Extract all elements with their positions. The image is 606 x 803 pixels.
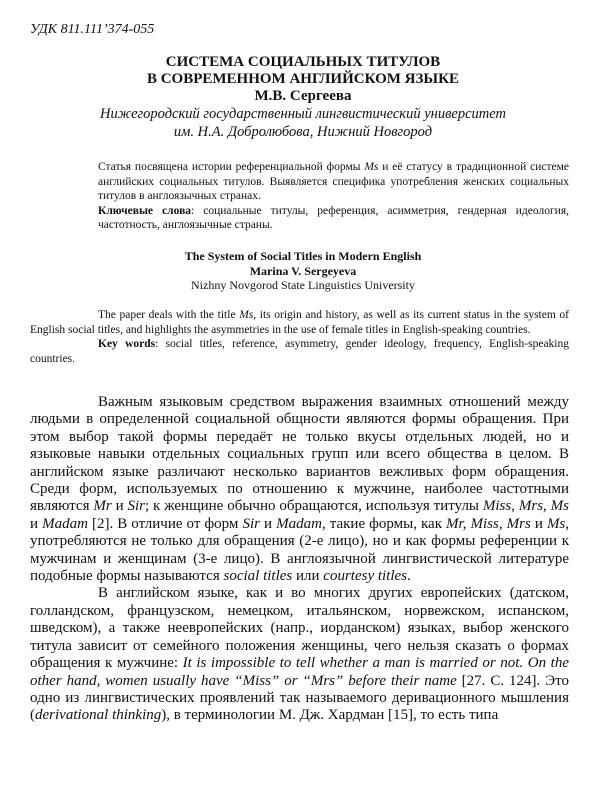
author-name: М.В. Сергеева xyxy=(254,88,352,104)
body-paragraph-1 xyxy=(30,394,569,585)
english-quote: It is impossible to tell whether a man is married or not. On the other hand, women usually have “Miss” or “Mrs” before their name xyxy=(30,655,569,689)
english-affiliation: Nizhny Novgorod State Linguistics University xyxy=(191,278,415,292)
udk-code: УДК 811.111’374-055 xyxy=(30,22,155,37)
abstract-en xyxy=(30,308,569,366)
abstract-ru-text xyxy=(98,160,569,204)
keywords-label-en: Key words xyxy=(98,338,156,351)
abstract-en-ms: Ms, xyxy=(239,309,257,321)
body-text-run: В английском языке, как и во многих других европейских (датском, голландском, французском, немецком, итальянском, норвежском, испанском, шведском), а также неевропейских (напр., иорданском) языках, выбор женского титула зависит от семейного положения женщины, чего нельзя сказать о формах обращения к мужчине: xyxy=(30,585,569,672)
body-text-run: , употребляются не только для обращения (2-е лицо), но и как формы референции к мужчинам и женщинам (3-е лицо). В англоязычной лингвистической литературе подобные формы называются xyxy=(30,515,570,585)
keywords-en: : social titles, reference, asymmetry, gender ideology, frequency, English-speaking countries. xyxy=(30,338,569,365)
title-sir: Sir xyxy=(242,515,260,532)
affiliation-line-1: Нижегородский государственный лингвистический университет xyxy=(100,106,506,122)
english-title: The System of Social Titles in Modern English xyxy=(184,249,422,263)
abstract-ru-part: и её статусу в традиционной системе английских социальных титулов. Выявляется специфика употребления женских социальных титулов в англоязычных странах. xyxy=(98,161,569,203)
abstract-ru-ms: Ms xyxy=(364,161,379,173)
abstract-en-text xyxy=(30,308,569,337)
body-text-run: и xyxy=(111,498,128,515)
body-text xyxy=(30,394,569,725)
term-courtesy-titles: courtesy titles xyxy=(323,568,408,585)
abstract-ru-keywords xyxy=(98,204,569,233)
referential-titles: Mr, Miss, Mrs xyxy=(446,515,531,532)
affiliation-line-2: им. Н.А. Добролюбова, Нижний Новгород xyxy=(173,124,433,140)
title-line-2: В СОВРЕМЕННОМ АНГЛИЙСКОМ ЯЗЫКЕ xyxy=(146,71,460,87)
body-text-run: или xyxy=(292,568,324,585)
body-text-run: [27. С. 124]. Это одно из лингвистических проявлений так называемого деривационного мышления ( xyxy=(30,672,569,724)
paper-header xyxy=(60,54,546,141)
term-social-titles: social titles xyxy=(223,568,293,585)
title-line-1: СИСТЕМА СОЦИАЛЬНЫХ ТИТУЛОВ xyxy=(165,54,441,70)
english-author: Marina V. Sergeyeva xyxy=(249,263,357,278)
body-text-run: и xyxy=(530,515,547,532)
body-paragraph-2 xyxy=(30,585,569,724)
english-header xyxy=(60,249,546,293)
abstract-en-part: The paper deals with the title xyxy=(98,309,240,321)
body-text-run: ), в терминологии М. Дж. Хардман [15], то есть типа xyxy=(161,707,499,724)
title-sir: Sir xyxy=(127,498,146,515)
body-text-run: Важным языковым средством выражения взаимных отношений между людьми в определенной социальной общности являются формы обращения. При этом выбор такой формы передаёт не только вкусы отдельных людей, но и языковые навыки отдельных социальных групп или всего общества в целом. В английском языке различают несколько вариантов вежливых форм обращения. Среди форм, используемых по отношению к мужчине, наиболее частотными являются xyxy=(30,394,569,515)
abstract-ru xyxy=(98,160,569,233)
keywords-label-ru: Ключевые слова xyxy=(98,204,192,217)
body-text-run: и xyxy=(259,515,277,532)
keywords-ru: : социальные титулы, референция, асимметрия, гендерная идеология, частотность, англоязычные страны. xyxy=(98,204,569,232)
body-text-run: , такие формы, как xyxy=(321,515,447,532)
body-text-run: . xyxy=(407,568,411,585)
body-text-run: ; к женщине обычно обращаются, используя титулы xyxy=(145,498,483,515)
title-ms: Ms xyxy=(546,515,566,532)
term-derivational-thinking: derivational thinking xyxy=(35,707,162,724)
body-text-run: [2]. В отличие от форм xyxy=(87,515,243,532)
title-madam: Madam xyxy=(42,515,88,532)
body-text-run: и xyxy=(30,515,43,532)
abstract-en-part: its origin and history, as well as its current status in the system of English social titles, and highlights the asymmetries in the use of female titles in English-speaking countries. xyxy=(30,309,569,336)
abstract-en-keywords xyxy=(30,337,569,366)
title-madam: Madam xyxy=(276,515,322,532)
abstract-ru-part: Статья посвящена истории референциальной формы xyxy=(98,161,365,173)
female-titles: Miss, Mrs, Ms xyxy=(482,498,569,515)
title-mr: Mr xyxy=(93,498,112,515)
